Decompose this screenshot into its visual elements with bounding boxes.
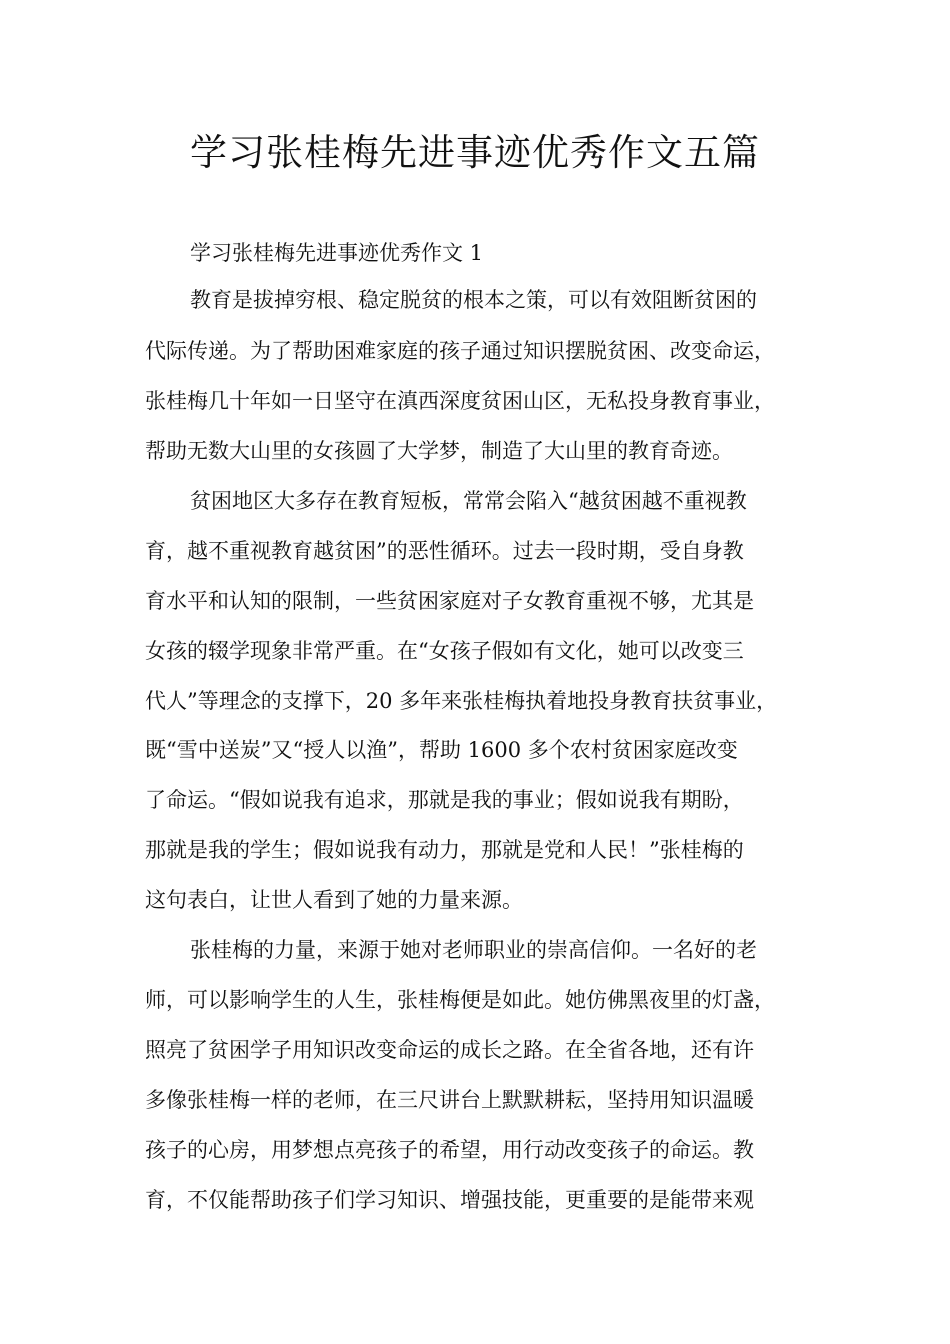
paragraph-2-line-2: 育，越不重视教育越贫困”的恶性循环。过去一段时期，受自身教 [145, 539, 744, 563]
paragraph-3-line-6: 育，不仅能帮助孩子们学习知识、增强技能，更重要的是能带来观 [145, 1188, 754, 1212]
paragraph-2-line-5: 代人”等理念的支撑下，20 多年来张桂梅执着地投身教育扶贫事业， [145, 689, 778, 713]
paragraph-2-line-6: 既“雪中送炭”又“授人以渔”，帮助 1600 多个农村贫困家庭改变 [145, 738, 738, 762]
paragraph-3-line-3: 照亮了贫困学子用知识改变命运的成长之路。在全省各地，还有许 [145, 1038, 754, 1062]
paragraph-1-line-1: 教育是拔掉穷根、稳定脱贫的根本之策，可以有效阻断贫困的 [190, 288, 757, 312]
paragraph-2-line-1: 贫困地区大多存在教育短板，常常会陷入“越贫困越不重视教 [190, 489, 747, 513]
document-title: 学习张桂梅先进事迹优秀作文五篇 [190, 131, 760, 174]
paragraph-3-line-1: 张桂梅的力量，来源于她对老师职业的崇高信仰。一名好的老 [190, 938, 757, 962]
paragraph-3-line-5: 孩子的心房，用梦想点亮孩子的希望，用行动改变孩子的命运。教 [145, 1138, 754, 1162]
paragraph-2-line-3: 育水平和认知的限制，一些贫困家庭对子女教育重视不够，尤其是 [145, 589, 754, 613]
essay-subtitle: 学习张桂梅先进事迹优秀作文 1 [190, 241, 484, 265]
paragraph-1-line-2: 代际传递。为了帮助困难家庭的孩子通过知识摆脱贫困、改变命运， [145, 339, 775, 363]
paragraph-3-line-4: 多像张桂梅一样的老师，在三尺讲台上默默耕耘，坚持用知识温暖 [145, 1088, 754, 1112]
paragraph-2-line-4: 女孩的辍学现象非常严重。在“女孩子假如有文化，她可以改变三 [145, 639, 744, 663]
paragraph-3-line-2: 师，可以影响学生的人生，张桂梅便是如此。她仿佛黑夜里的灯盏， [145, 988, 775, 1012]
paragraph-2-line-8: 那就是我的学生；假如说我有动力，那就是党和人民！”张桂梅的 [145, 838, 744, 862]
paragraph-1-line-4: 帮助无数大山里的女孩圆了大学梦，制造了大山里的教育奇迹。 [145, 439, 733, 463]
paragraph-2-line-9: 这句表白，让世人看到了她的力量来源。 [145, 888, 523, 912]
paragraph-1-line-3: 张桂梅几十年如一日坚守在滇西深度贫困山区，无私投身教育事业， [145, 389, 775, 413]
paragraph-2-line-7: 了命运。“假如说我有追求，那就是我的事业；假如说我有期盼， [145, 788, 744, 812]
